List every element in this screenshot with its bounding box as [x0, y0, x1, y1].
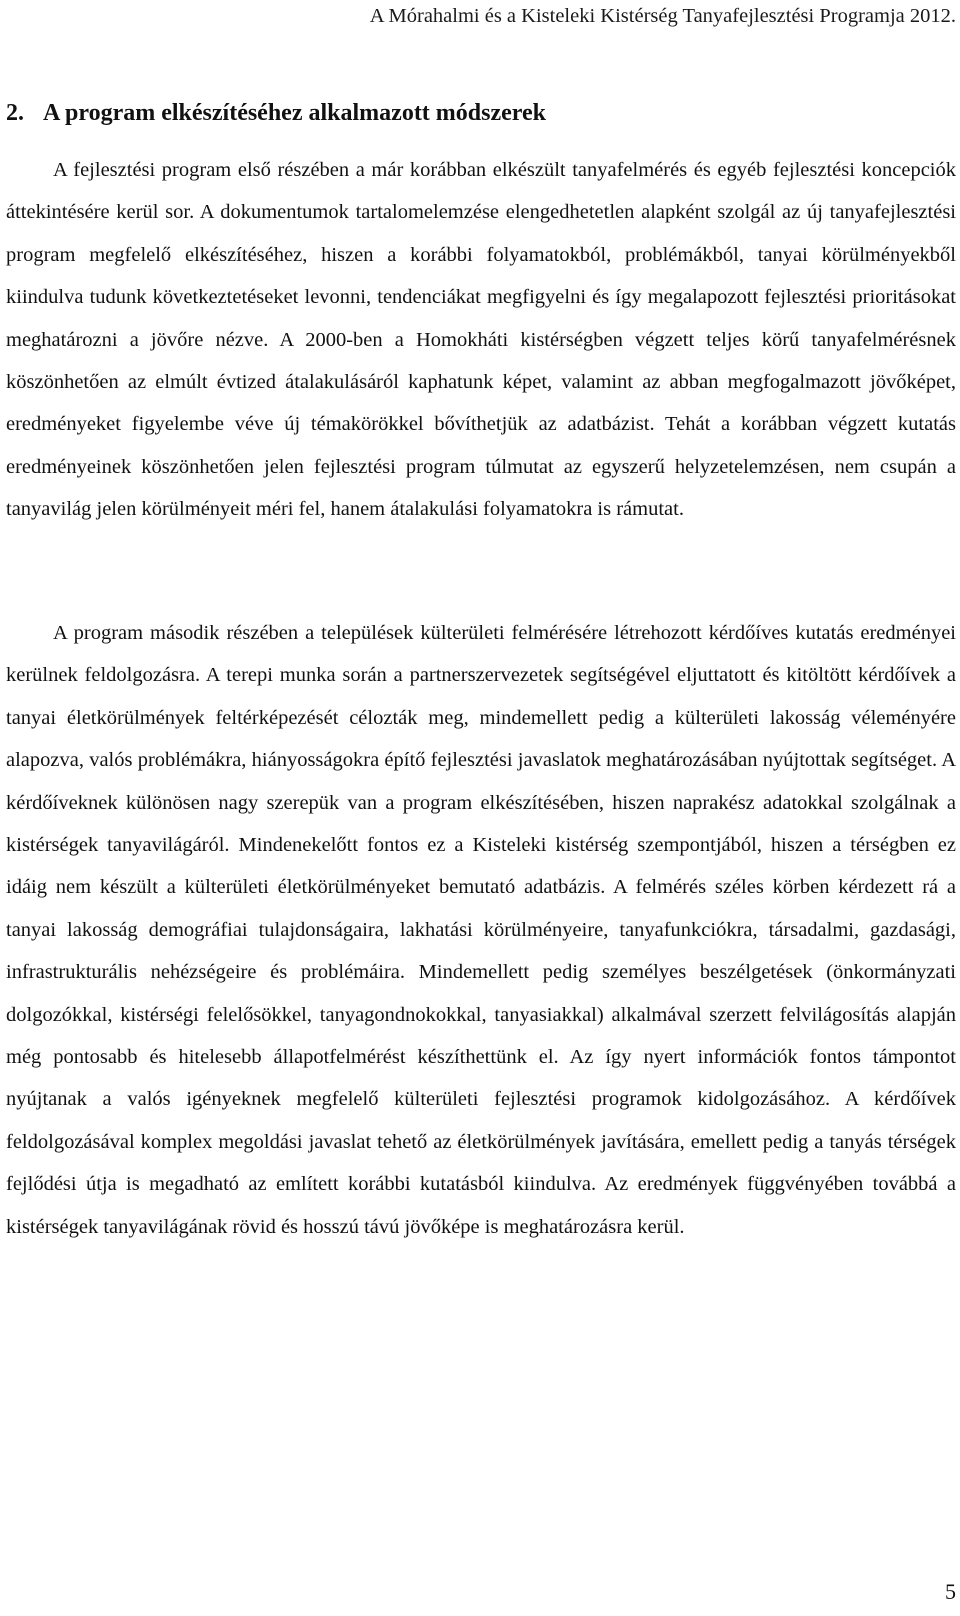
page-number: 5	[945, 1579, 956, 1604]
section-number: 2.	[6, 100, 24, 126]
paragraph-1: A fejlesztési program első részében a már korábban elkészült tanyafelmérés és egyéb fejlesztési koncepciók áttekintésére kerül sor. A dokumentumok tartalomelemzése elengedhetetlen alapként szolgál az új tanyafejlesztési program megfelelő elkészítéséhez, hiszen a korábbi folyamatokból, problémákból, tanyai körülményekből kiindulva tudunk következtetéseket levonni, tendenciákat megfigyelni és így megalapozott fejlesztési prioritásokat meghatározni a jövőre nézve. A 2000-ben a Homokháti kistérségben végzett teljes körű tanyafelmérésnek köszönhetően az elmúlt évtized átalakulásáról kaphatunk képet, valamint az abban megfogalmazott jövőképet, eredményeket figyelembe véve új témakörökkel bővíthetjük az adatbázist. Tehát a korábban végzett kutatás eredményeinek köszönhetően jelen fejlesztési program túlmutat az egyszerű helyzetelemzésen, nem csupán a tanyavilág jelen körülményeit méri fel, hanem átalakulási folyamatokra is rámutat.	[6, 159, 956, 521]
section-title: A program elkészítéséhez alkalmazott módszerek	[43, 100, 547, 126]
section-heading	[6, 98, 546, 128]
running-header: A Mórahalmi és a Kisteleki Kistérség Tanyafejlesztési Programja 2012.	[369, 5, 956, 27]
paragraph-2: A program második részében a települések külterületi felmérésére létrehozott kérdőíves kutatás eredményei kerülnek feldolgozásra. A terepi munka során a partnerszervezetek segítségével eljuttatott és kitöltött kérdőívek a tanyai életkörülmények feltérképezését célozták meg, mindemellett pedig a külterületi lakosság véleményére alapozva, valós problémákra, hiányosságokra építő fejlesztési javaslatok meghatározásában nyújtottak segítséget. A kérdőíveknek különösen nagy szerepük van a program elkészítésében, hiszen naprakész adatokkal szolgálnak a kistérségek tanyavilágáról. Mindenekelőtt fontos ez a Kisteleki kistérség szempontjából, hiszen a térségben ez idáig nem készült a külterületi életkörülményeket bemutató adatbázis. A felmérés széles körben kérdezett rá a tanyai lakosság demográfiai tulajdonságaira, lakhatási körülményeire, tanyafunkciókra, társadalmi, gazdasági, infrastrukturális nehézségeire és problémáira. Mindemellett pedig személyes beszélgetések (önkormányzati dolgozókkal, kistérségi felelősökkel, tanyagondnokokkal, tanyasiakkal) alkalmával szerzett felvilágosítás alapján még pontosabb és hitelesebb állapotfelmérést készíthettünk el. Az így nyert információk fontos támpontot nyújtanak a valós igényeknek megfelelő külterületi fejlesztési programok kidolgozásához. A kérdőívek feldolgozásával komplex megoldási javaslat tehető az életkörülmények javítására, emellett pedig a tanyás térségek fejlődési útja is megadható az említett korábbi kutatásból kiindulva. Az eredmények függvényében továbbá a kistérségek tanyavilágának rövid és hosszú távú jövőképe is meghatározásra kerül.	[6, 622, 956, 1238]
